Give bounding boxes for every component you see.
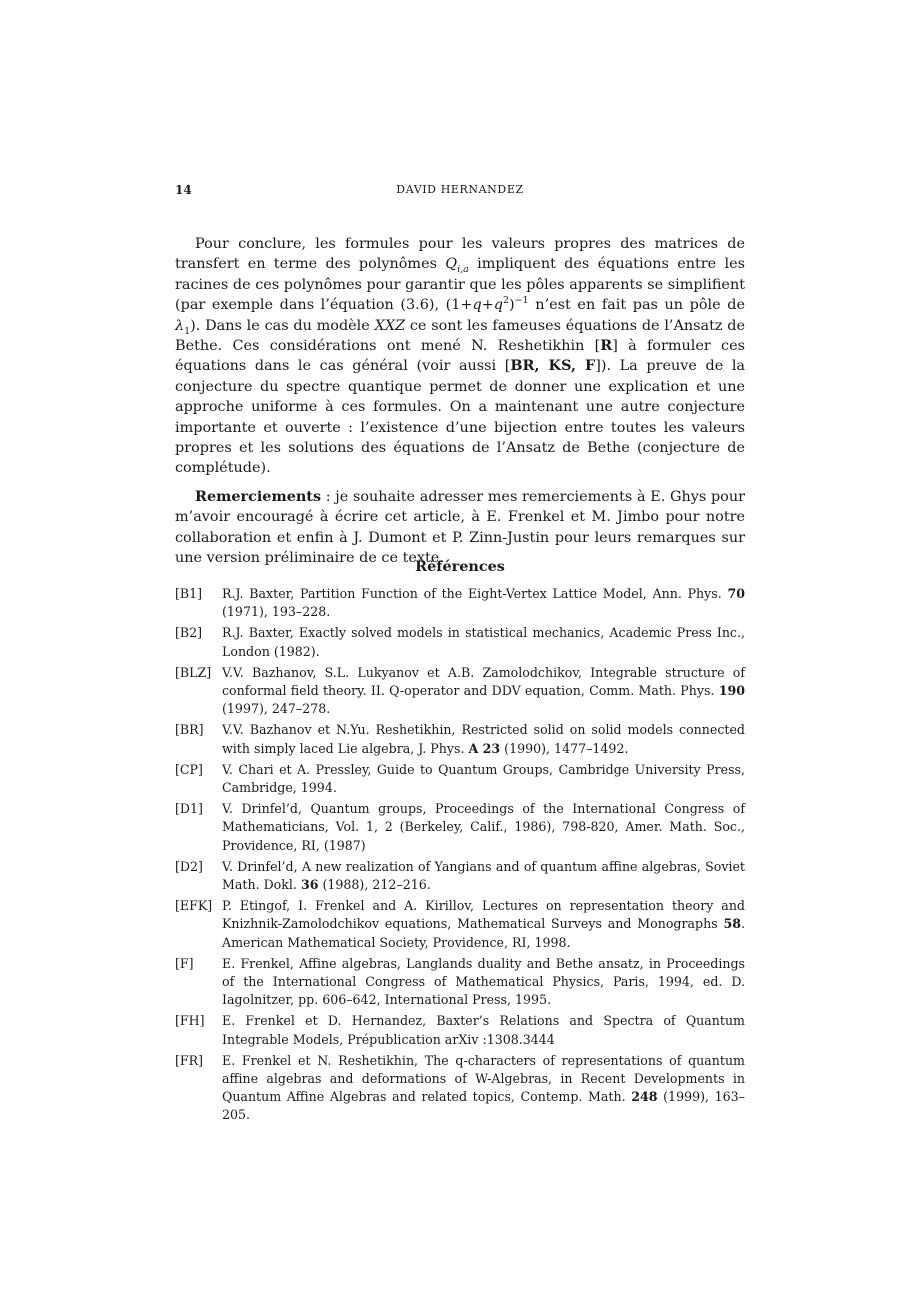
volume-number: 190 [718,683,745,699]
reference-item [175,664,745,719]
references-list [175,585,745,1128]
text-run: V.V. Bazhanov, S.L. Lukyanov et A.B. Zamolodchikov, Integrable structure of conformal field theory. II. Q-operator and DDV equation, Comm. Math. Phys. [222,664,745,699]
text-run: ) [509,297,515,314]
reference-key: [EFK] [175,898,213,914]
text-run: V.V. Bazhanov et N.Yu. Reshetikhin, Restricted solid on solid models connected with simply laced Lie algebra, J. Phys. [222,722,745,756]
text-run: V. Drinfel’d, Quantum groups, Proceedings of the International Congress of Mathematicians, Vol. 1, 2 (Berkeley, Calif., 1986), 798-820, Amer. Math. Soc., Providence, RI, (1987) [222,801,745,853]
volume-number: 36 [300,877,319,893]
reference-item [175,800,745,855]
reference-text [222,762,745,795]
reference-key: [D1] [175,801,203,817]
math-superscript: −1 [514,295,529,307]
reference-text [222,586,745,619]
volume-number: 248 [631,1089,658,1105]
reference-item [175,858,745,894]
text-run: (1988), 212–216. [318,877,431,893]
reference-item [175,1052,745,1125]
reference-text [222,859,745,892]
text-run: ce sont les fameuses équations de l’Ansatz de Bethe. Ces considérations ont mené N. Reshetikhin [ [175,317,745,355]
text-run: P. Etingof, I. Frenkel and A. Kirillov, Lectures on representation theory and Knizhnik-Zamolodchikov equations, Mathematical Surveys and Monographs [222,898,745,932]
citation: R [600,337,613,355]
reference-text [222,1013,745,1046]
text-run: V. Chari et A. Pressley, Guide to Quantum Groups, Cambridge University Press, Cambridge, 1994. [222,761,745,796]
volume-number: A 23 [468,740,501,756]
text-run: (1997), 247–278. [222,701,331,717]
text-run: (1999), 163–205. [222,1089,745,1123]
paragraph-conclusion [175,234,745,479]
reference-item [175,624,745,660]
reference-item [175,955,745,1010]
math-subscript: i,a [457,264,469,276]
reference-key: [BLZ] [175,664,212,680]
page-header [175,183,745,201]
math-var: XXZ [374,317,406,334]
text-run: . American Mathematical Society, Providence, RI, 1998. [222,916,745,950]
text-run: ] à formuler ces équations dans le cas général (voir aussi [ [175,338,745,375]
text-run: R.J. Baxter, Partition Function of the Eight-Vertex Lattice Model, Ann. Phys. [222,586,728,601]
reference-text [222,625,745,658]
math-var: q [493,297,503,314]
reference-text [222,801,745,852]
reference-key: [CP] [175,761,203,777]
reference-text [222,898,745,949]
reference-key: [FR] [175,1052,204,1068]
reference-text [222,956,745,1007]
reference-item [175,761,745,797]
reference-text [222,1053,745,1123]
text-run: ]). La preuve de la conjecture du spectre quantique permet de donner une explication et une approche uniforme à ces formules. On a maintenant une autre conjecture importante et ouverte : l’existence d’une bijection entre toutes les valeurs propres et les solutions des équations de l’Ansatz de Bethe (conjecture de complétude). [175,358,745,477]
text-run: E. Frenkel et D. Hernandez, Baxter’s Relations and Spectra of Quantum Integrable Models, Prépublication arXiv :1308.3444 [222,1013,745,1047]
text-run: (1971), 193–228. [222,604,331,620]
text-run: R.J. Baxter, Exactly solved models in statistical mechanics, Academic Press Inc., London (1982). [222,625,745,659]
text-run: ). Dans le cas du modèle [190,317,375,334]
reference-text [222,722,745,755]
page-number: 14 [175,183,192,197]
math-superscript: 2 [503,295,510,307]
volume-number: 70 [727,586,745,601]
references-title: Références [415,558,505,575]
body-text [175,234,745,569]
math-var: λ [175,317,185,334]
text-run: Pour conclure, les formules pour les valeurs propres des matrices de transfert en terme des polynômes [175,236,745,273]
text-run: V. Drinfel’d, A new realization of Yangians and of quantum affine algebras, Soviet Math. Dokl. [222,858,745,893]
text-run: n’est en fait pas un pôle de [528,297,745,314]
citation: BR, KS, F [510,357,596,375]
reference-key: [BR] [175,722,204,738]
reference-key: [D2] [175,858,203,874]
text-run: E. Frenkel et N. Reshetikhin, The q-characters of representations of quantum affine algebras and deformations of W-Algebras, in Recent Developments in Quantum Affine Algebras and related topics, Contemp. Math. [222,1052,745,1105]
running-head: DAVID HERNANDEZ [396,183,524,196]
acknowledgements-heading: Remerciements [195,487,322,505]
reference-key: [FH] [175,1013,205,1029]
reference-item [175,721,745,757]
reference-key: [F] [175,955,194,971]
text-run: E. Frenkel, Affine algebras, Langlands duality and Bethe ansatz, in Proceedings of the International Congress of Mathematical Physics, Paris, 1994, ed. D. Iagolnitzer, pp. 606–642, International Press, 1995. [222,955,745,1008]
reference-key: [B2] [175,625,203,641]
text-run: + [481,297,494,314]
reference-item [175,897,745,952]
volume-number: 58 [723,916,741,932]
text-run: : je souhaite adresser mes remerciements à E. Ghys pour m’avoir encouragé à écrire cet article, à E. Frenkel et M. Jimbo pour notre collaboration et enfin à J. Dumont et P. Zinn-Justin pour leurs remarques sur une version préliminaire de ce texte. [175,488,745,567]
paragraph-acknowledgements [175,487,745,569]
text-run: (1990), 1477–1492. [500,740,629,756]
reference-item [175,585,745,621]
reference-text [222,665,745,716]
text-run: impliquent des équations entre les racines de ces polynômes pour garantir que les pôles apparents se simplifient (par exemple dans l’équation (3.6), (1+ [175,256,745,314]
math-var: Q [445,256,458,273]
math-var: q [472,297,482,314]
reference-key: [B1] [175,586,203,601]
math-subscript: 1 [184,325,191,337]
reference-item [175,1012,745,1048]
